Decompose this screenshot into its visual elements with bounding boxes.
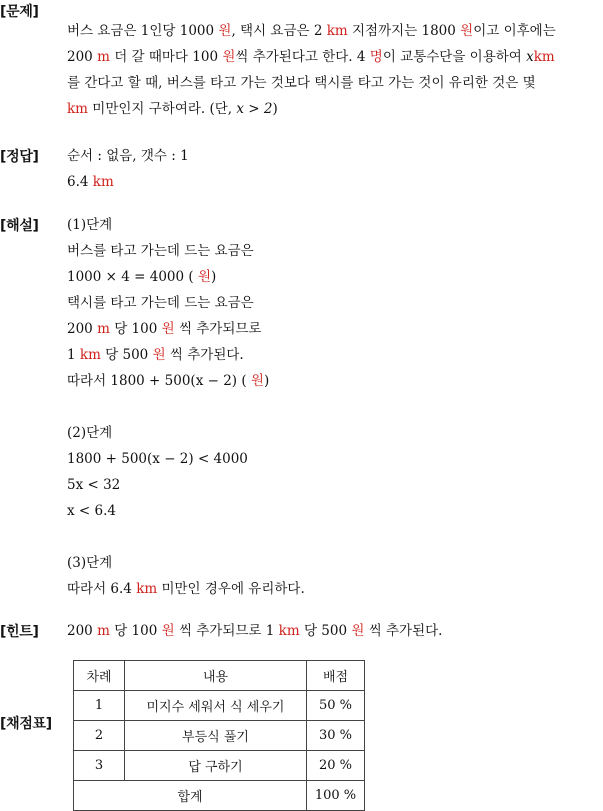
unit-people: 명 [369,49,383,65]
hint-line: 200 m 당 100 원 씩 추가되므로 1 km 당 500 원 씩 추가된다. [67,623,443,639]
solution-body [67,212,601,602]
unit-km: km [278,623,300,639]
unit-won: 원 [460,23,474,39]
problem-line-2: 200 m 더 갈 때마다 100 원씩 추가된다고 한다. 4 명이 교통수단을 이용하여 xkm [67,49,555,65]
header-content: 내용 [125,661,307,691]
answer-body [67,143,601,195]
hint-body [67,618,601,644]
unit-won: 원 [222,49,236,65]
hint-tag: [힌트] [0,624,39,640]
unit-won: 원 [250,373,264,389]
answer-line-1: 순서 : 없음, 갯수 : 1 [67,148,189,164]
step-1-title: (1)단계 [67,217,113,233]
unit-km: km [92,174,114,190]
unit-m: m [97,49,110,65]
unit-km: km [79,347,101,363]
step-1-line-2: 1000 × 4 = 4000 ( 원) [67,269,217,285]
step-1-line-5: 1 km 당 500 원 씩 추가된다. [67,347,244,363]
unit-km: km [533,49,555,65]
step-2-title: (2)단계 [67,425,113,441]
step-3-line-1: 따라서 6.4 km 미만인 경우에 유리하다. [67,581,305,597]
rubric-tag: [채점표] [0,716,52,732]
problem-line-3: 를 간다고 할 때, 버스를 타고 가는 것보다 택시를 타고 가는 것이 유리한 것은 몇 [67,75,536,91]
step-2-line-1: 1800 + 500(x − 2) < 4000 [67,451,248,467]
total-score: 100 % [307,781,365,811]
problem-line-4: km 미만인지 구하여라. (단, x > 2) [67,101,278,117]
header-score: 배점 [307,661,365,691]
answer-tag: [정답] [0,149,39,165]
total-label: 합계 [74,781,307,811]
unit-won: 원 [351,623,365,639]
step-1-line-6: 따라서 1800 + 500(x − 2) ( 원) [67,373,270,389]
variable-x: x [526,49,534,65]
step-1-line-1: 버스를 타고 가는데 드는 요금은 [67,243,254,259]
step-1-line-4: 200 m 당 100 원 씩 추가되므로 [67,321,262,337]
problem-tag: [문제] [0,4,39,20]
rubric-header-row [74,661,365,691]
rubric-total-row [74,781,365,811]
table-row: 2 부등식 풀기 30 % [74,721,365,751]
unit-m: m [97,623,110,639]
step-1-line-3: 택시를 타고 가는데 드는 요금은 [67,295,254,311]
unit-m: m [97,321,110,337]
header-order: 차례 [74,661,125,691]
unit-won: 원 [197,269,211,285]
solution-tag: [해설] [0,218,39,234]
problem-line-1: 버스 요금은 1인당 1000 원, 택시 요금은 2 km 지점까지는 1800 원이고 이후에는 [67,23,556,39]
table-row: 3 답 구하기 20 % [74,751,365,781]
rubric-table [73,660,365,811]
answer-line-2: 6.4 km [67,174,114,190]
unit-km: km [136,581,158,597]
unit-won: 원 [152,347,166,363]
problem-body [67,18,601,122]
unit-km: km [326,23,348,39]
unit-km: km [67,101,88,117]
unit-won: 원 [161,623,175,639]
step-2-line-2: 5x < 32 [67,477,121,493]
table-row: 1 미지수 세워서 식 세우기 50 % [74,691,365,721]
unit-won: 원 [218,23,232,39]
step-2-line-3: x < 6.4 [67,503,116,519]
step-3-title: (3)단계 [67,555,113,571]
unit-won: 원 [161,321,175,337]
